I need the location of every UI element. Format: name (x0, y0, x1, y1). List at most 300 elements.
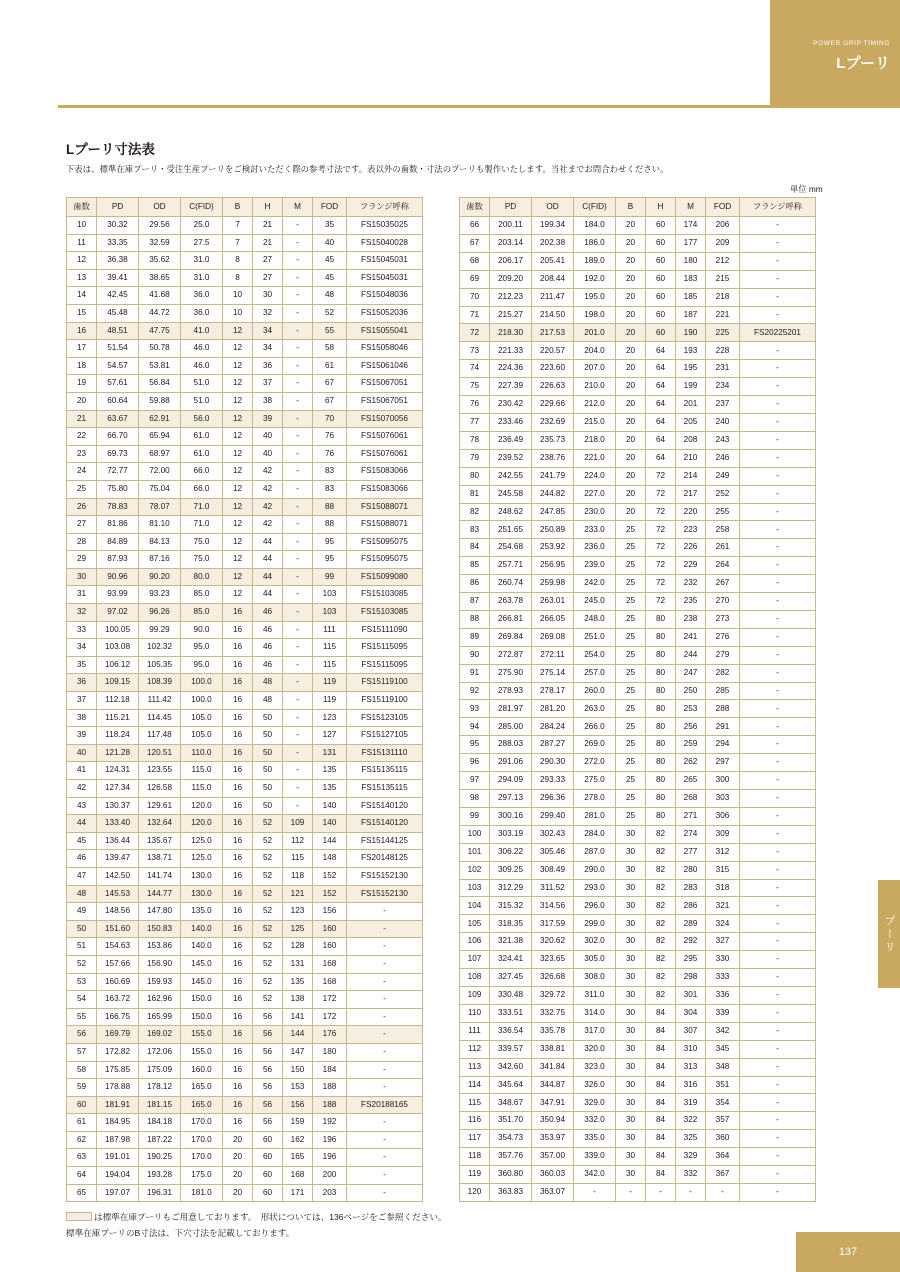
cell-m: - (283, 674, 313, 692)
cell-cfid: 257.0 (574, 664, 616, 682)
cell-fod: 231 (706, 360, 740, 378)
cell-m: 150 (283, 1061, 313, 1079)
cell-h: 46 (253, 621, 283, 639)
cell-b: 12 (223, 551, 253, 569)
cell-m: - (283, 287, 313, 305)
cell-h: 80 (646, 646, 676, 664)
cell-flange: - (347, 973, 423, 991)
cell-cfid: 278.0 (574, 790, 616, 808)
cell-od: 150.83 (139, 920, 181, 938)
cell-m: 280 (676, 861, 706, 879)
cell-b: 12 (223, 480, 253, 498)
cell-pd: 239.52 (490, 449, 532, 467)
cell-od: 217.53 (532, 324, 574, 342)
cell-flange: - (740, 1183, 816, 1201)
cell-m: 217 (676, 485, 706, 503)
table-row (460, 682, 816, 700)
cell-fod: 345 (706, 1040, 740, 1058)
cell-od: 281.20 (532, 700, 574, 718)
cell-flange: - (740, 628, 816, 646)
cell-m: - (283, 340, 313, 358)
cell-flange: - (740, 342, 816, 360)
cell-h: 39 (253, 410, 283, 428)
table-row (67, 586, 423, 604)
cell-b: 12 (223, 498, 253, 516)
cell-fod: 152 (313, 867, 347, 885)
table-row (460, 825, 816, 843)
cell-h: 56 (253, 1061, 283, 1079)
cell-flange: - (740, 664, 816, 682)
cell-m: 262 (676, 754, 706, 772)
cell-h: 82 (646, 861, 676, 879)
cell-teeth: 66 (460, 217, 490, 235)
col-header-cfid: C(FID) (574, 198, 616, 217)
cell-b: 20 (616, 378, 646, 396)
cell-od: 41.68 (139, 287, 181, 305)
cell-b: 16 (223, 727, 253, 745)
cell-pd: 124.31 (97, 762, 139, 780)
cell-b: 25 (616, 646, 646, 664)
cell-m: 147 (283, 1043, 313, 1061)
cell-pd: 215.27 (490, 306, 532, 324)
cell-flange: FS15067051 (347, 392, 423, 410)
cell-b: 25 (616, 718, 646, 736)
cell-pd: 181.91 (97, 1096, 139, 1114)
cell-pd: 206.17 (490, 252, 532, 270)
cell-teeth: 120 (460, 1183, 490, 1201)
cell-b: 16 (223, 973, 253, 991)
cell-cfid: 41.0 (181, 322, 223, 340)
cell-pd: 45.48 (97, 304, 139, 322)
cell-od: 32.59 (139, 234, 181, 252)
cell-pd: 30.32 (97, 217, 139, 235)
cell-od: 299.40 (532, 807, 574, 825)
cell-fod: 180 (313, 1043, 347, 1061)
cell-flange: FS15135115 (347, 780, 423, 798)
cell-cfid: 27.5 (181, 234, 223, 252)
cell-b: 30 (616, 897, 646, 915)
cell-b: 20 (616, 360, 646, 378)
table-row (67, 304, 423, 322)
cell-flange: - (740, 1130, 816, 1148)
cell-od: 232.69 (532, 413, 574, 431)
cell-cfid: 192.0 (574, 270, 616, 288)
table-row (67, 375, 423, 393)
cell-h: - (646, 1183, 676, 1201)
cell-cfid: 181.0 (181, 1184, 223, 1202)
cell-fod: 55 (313, 322, 347, 340)
cell-h: 80 (646, 664, 676, 682)
cell-pd: 115.21 (97, 709, 139, 727)
cell-h: 56 (253, 1079, 283, 1097)
cell-cfid: 308.0 (574, 969, 616, 987)
cell-pd: 272.87 (490, 646, 532, 664)
cell-b: - (616, 1183, 646, 1201)
cell-cfid: 281.0 (574, 807, 616, 825)
cell-b: 25 (616, 521, 646, 539)
cell-fod: 291 (706, 718, 740, 736)
cell-m: 329 (676, 1148, 706, 1166)
cell-h: 37 (253, 375, 283, 393)
cell-pd: 130.37 (97, 797, 139, 815)
cell-fod: 288 (706, 700, 740, 718)
cell-b: 12 (223, 428, 253, 446)
col-header-fod: FOD (313, 198, 347, 217)
cell-h: 30 (253, 287, 283, 305)
cell-m: 141 (283, 1008, 313, 1026)
cell-b: 16 (223, 815, 253, 833)
cell-teeth: 105 (460, 915, 490, 933)
table-row (67, 357, 423, 375)
table-row (460, 1094, 816, 1112)
cell-flange: - (740, 1094, 816, 1112)
cell-b: 30 (616, 843, 646, 861)
cell-fod: 188 (313, 1079, 347, 1097)
cell-m: 259 (676, 736, 706, 754)
cell-od: 132.64 (139, 815, 181, 833)
cell-teeth: 76 (460, 396, 490, 414)
cell-pd: 142.50 (97, 867, 139, 885)
cell-pd: 148.56 (97, 903, 139, 921)
cell-fod: 282 (706, 664, 740, 682)
cell-od: 35.62 (139, 252, 181, 270)
cell-flange: FS15067051 (347, 375, 423, 393)
cell-m: 301 (676, 986, 706, 1004)
cell-m: 131 (283, 955, 313, 973)
cell-b: 20 (616, 288, 646, 306)
cell-od: 284.24 (532, 718, 574, 736)
cell-b: 10 (223, 304, 253, 322)
cell-fod: 243 (706, 431, 740, 449)
page-header (0, 0, 900, 108)
cell-h: 46 (253, 656, 283, 674)
cell-fod: 249 (706, 467, 740, 485)
cell-flange: - (740, 879, 816, 897)
cell-h: 64 (646, 378, 676, 396)
cell-teeth: 20 (67, 392, 97, 410)
cell-cfid: 170.0 (181, 1131, 223, 1149)
cell-od: 335.78 (532, 1022, 574, 1040)
cell-flange: FS15045031 (347, 252, 423, 270)
cell-fod: 303 (706, 790, 740, 808)
cell-cfid: 311.0 (574, 986, 616, 1004)
cell-flange: FS15095075 (347, 533, 423, 551)
cell-cfid: 323.0 (574, 1058, 616, 1076)
cell-od: 123.55 (139, 762, 181, 780)
table-row (460, 324, 816, 342)
cell-fod: 357 (706, 1112, 740, 1130)
table-row (67, 1096, 423, 1114)
cell-flange: FS15152130 (347, 867, 423, 885)
cell-h: 72 (646, 557, 676, 575)
cell-m: - (676, 1183, 706, 1201)
cell-teeth: 35 (67, 656, 97, 674)
table-row (460, 969, 816, 987)
cell-od: 81.10 (139, 516, 181, 534)
cell-m: - (283, 410, 313, 428)
cell-pd: 78.83 (97, 498, 139, 516)
footer-notes (66, 1211, 447, 1239)
cell-od: 363.07 (532, 1183, 574, 1201)
cell-cfid: 314.0 (574, 1004, 616, 1022)
cell-b: 16 (223, 885, 253, 903)
table-row (67, 1008, 423, 1026)
cell-od: 84.13 (139, 533, 181, 551)
cell-pd: 48.51 (97, 322, 139, 340)
cell-od: 172.06 (139, 1043, 181, 1061)
cell-b: 10 (223, 287, 253, 305)
table-row (460, 449, 816, 467)
cell-flange: - (740, 682, 816, 700)
cell-fod: 209 (706, 234, 740, 252)
cell-h: 44 (253, 586, 283, 604)
cell-od: 65.94 (139, 428, 181, 446)
cell-pd: 66.70 (97, 428, 139, 446)
cell-b: 25 (616, 628, 646, 646)
cell-fod: 115 (313, 639, 347, 657)
cell-h: 80 (646, 754, 676, 772)
cell-m: - (283, 797, 313, 815)
cell-cfid: 339.0 (574, 1148, 616, 1166)
table-row (67, 217, 423, 235)
cell-fod: 192 (313, 1114, 347, 1132)
cell-fod: 315 (706, 861, 740, 879)
cell-h: 52 (253, 850, 283, 868)
cell-m: 135 (283, 973, 313, 991)
cell-pd: 33.35 (97, 234, 139, 252)
cell-m: 205 (676, 413, 706, 431)
cell-flange: FS15131110 (347, 744, 423, 762)
cell-h: 46 (253, 604, 283, 622)
cell-teeth: 51 (67, 938, 97, 956)
cell-m: - (283, 744, 313, 762)
cell-cfid: 284.0 (574, 825, 616, 843)
cell-pd: 118.24 (97, 727, 139, 745)
brand-title: Lプーリ (836, 55, 890, 72)
cell-pd: 187.98 (97, 1131, 139, 1149)
cell-fod: 297 (706, 754, 740, 772)
cell-od: 332.75 (532, 1004, 574, 1022)
cell-fod: 123 (313, 709, 347, 727)
cell-od: 120.51 (139, 744, 181, 762)
cell-pd: 57.61 (97, 375, 139, 393)
cell-b: 16 (223, 1061, 253, 1079)
cell-m: - (283, 621, 313, 639)
cell-cfid: 342.0 (574, 1166, 616, 1184)
cell-m: 118 (283, 867, 313, 885)
cell-fod: 367 (706, 1166, 740, 1184)
cell-m: 250 (676, 682, 706, 700)
cell-pd: 257.71 (490, 557, 532, 575)
cell-b: 20 (223, 1131, 253, 1149)
table-row (460, 1022, 816, 1040)
cell-b: 25 (616, 754, 646, 772)
table-row (460, 521, 816, 539)
table-row (460, 378, 816, 396)
cell-cfid: 155.0 (181, 1026, 223, 1044)
cell-flange: - (740, 969, 816, 987)
cell-flange: - (347, 1008, 423, 1026)
table-row (460, 897, 816, 915)
cell-pd: 339.57 (490, 1040, 532, 1058)
cell-m: 316 (676, 1076, 706, 1094)
cell-cfid: 329.0 (574, 1094, 616, 1112)
cell-teeth: 85 (460, 557, 490, 575)
cell-m: 283 (676, 879, 706, 897)
cell-pd: 327.45 (490, 969, 532, 987)
cell-flange: - (347, 920, 423, 938)
cell-m: - (283, 375, 313, 393)
cell-b: 16 (223, 692, 253, 710)
cell-h: 80 (646, 700, 676, 718)
cell-cfid: 71.0 (181, 498, 223, 516)
cell-pd: 63.67 (97, 410, 139, 428)
cell-teeth: 69 (460, 270, 490, 288)
cell-flange: FS15152130 (347, 885, 423, 903)
cell-cfid: 36.0 (181, 287, 223, 305)
cell-b: 16 (223, 639, 253, 657)
cell-h: 32 (253, 304, 283, 322)
cell-m: 271 (676, 807, 706, 825)
cell-teeth: 103 (460, 879, 490, 897)
cell-cfid: 165.0 (181, 1079, 223, 1097)
cell-flange: FS15135115 (347, 762, 423, 780)
cell-flange: - (740, 288, 816, 306)
cell-b: 25 (616, 575, 646, 593)
cell-b: 16 (223, 1096, 253, 1114)
table-row (67, 955, 423, 973)
cell-fod: 67 (313, 392, 347, 410)
table-row (460, 593, 816, 611)
cell-h: 34 (253, 340, 283, 358)
cell-cfid: 100.0 (181, 674, 223, 692)
table-row (67, 885, 423, 903)
cell-m: - (283, 428, 313, 446)
page-number-block (796, 1232, 900, 1272)
cell-b: 30 (616, 1022, 646, 1040)
cell-flange: - (740, 1040, 816, 1058)
cell-m: 229 (676, 557, 706, 575)
cell-teeth: 78 (460, 431, 490, 449)
cell-b: 30 (616, 1076, 646, 1094)
cell-teeth: 102 (460, 861, 490, 879)
cell-pd: 97.02 (97, 604, 139, 622)
cell-cfid: 195.0 (574, 288, 616, 306)
cell-cfid: 46.0 (181, 340, 223, 358)
cell-h: 80 (646, 682, 676, 700)
cell-pd: 288.03 (490, 736, 532, 754)
cell-pd: 191.01 (97, 1149, 139, 1167)
cell-flange: - (740, 575, 816, 593)
footer-note-bore: 標準在庫プーリのB寸法は、下穴寸法を記載しております。 (66, 1228, 295, 1238)
table-row (67, 340, 423, 358)
cell-teeth: 49 (67, 903, 97, 921)
cell-b: 16 (223, 656, 253, 674)
cell-flange: - (347, 1026, 423, 1044)
cell-flange: FS15103085 (347, 586, 423, 604)
cell-flange: - (740, 252, 816, 270)
cell-od: 156.90 (139, 955, 181, 973)
cell-h: 52 (253, 903, 283, 921)
cell-h: 64 (646, 449, 676, 467)
cell-b: 12 (223, 445, 253, 463)
dimension-table-right (459, 197, 816, 1202)
cell-m: 244 (676, 646, 706, 664)
cell-od: 275.14 (532, 664, 574, 682)
cell-h: 64 (646, 431, 676, 449)
cell-cfid: 233.0 (574, 521, 616, 539)
cell-flange: - (740, 360, 816, 378)
cell-cfid: 125.0 (181, 832, 223, 850)
cell-pd: 285.00 (490, 718, 532, 736)
table-row (67, 815, 423, 833)
cell-h: 46 (253, 639, 283, 657)
cell-flange: FS20188165 (347, 1096, 423, 1114)
cell-m: - (283, 709, 313, 727)
cell-cfid: 198.0 (574, 306, 616, 324)
cell-teeth: 64 (67, 1167, 97, 1185)
cell-h: 42 (253, 480, 283, 498)
cell-teeth: 75 (460, 378, 490, 396)
cell-cfid: 110.0 (181, 744, 223, 762)
col-header-od: OD (532, 198, 574, 217)
cell-teeth: 117 (460, 1130, 490, 1148)
cell-h: 60 (646, 234, 676, 252)
cell-od: 266.05 (532, 610, 574, 628)
cell-teeth: 10 (67, 217, 97, 235)
cell-flange: - (740, 217, 816, 235)
cell-fod: 48 (313, 287, 347, 305)
table-row (67, 533, 423, 551)
cell-fod: 83 (313, 463, 347, 481)
table-row (67, 287, 423, 305)
cell-cfid: 326.0 (574, 1076, 616, 1094)
cell-pd: 263.78 (490, 593, 532, 611)
cell-pd: 154.63 (97, 938, 139, 956)
table-row (460, 1112, 816, 1130)
cell-flange: - (740, 485, 816, 503)
cell-b: 30 (616, 825, 646, 843)
cell-flange: FS15119100 (347, 674, 423, 692)
table-row (460, 646, 816, 664)
table-row (67, 991, 423, 1009)
cell-b: 25 (616, 539, 646, 557)
cell-od: 165.99 (139, 1008, 181, 1026)
cell-h: 52 (253, 955, 283, 973)
cell-teeth: 29 (67, 551, 97, 569)
cell-teeth: 19 (67, 375, 97, 393)
cell-teeth: 71 (460, 306, 490, 324)
cell-m: 298 (676, 969, 706, 987)
cell-h: 52 (253, 867, 283, 885)
cell-od: 141.74 (139, 867, 181, 885)
table-row (460, 217, 816, 235)
cell-m: - (283, 445, 313, 463)
cell-m: - (283, 322, 313, 340)
table-row (460, 736, 816, 754)
cell-cfid: 71.0 (181, 516, 223, 534)
cell-teeth: 27 (67, 516, 97, 534)
cell-pd: 345.64 (490, 1076, 532, 1094)
cell-cfid: 150.0 (181, 991, 223, 1009)
cell-h: 72 (646, 593, 676, 611)
cell-b: 25 (616, 736, 646, 754)
cell-pd: 60.64 (97, 392, 139, 410)
cell-pd: 336.54 (490, 1022, 532, 1040)
cell-od: 169.02 (139, 1026, 181, 1044)
cell-teeth: 43 (67, 797, 97, 815)
cell-teeth: 33 (67, 621, 97, 639)
